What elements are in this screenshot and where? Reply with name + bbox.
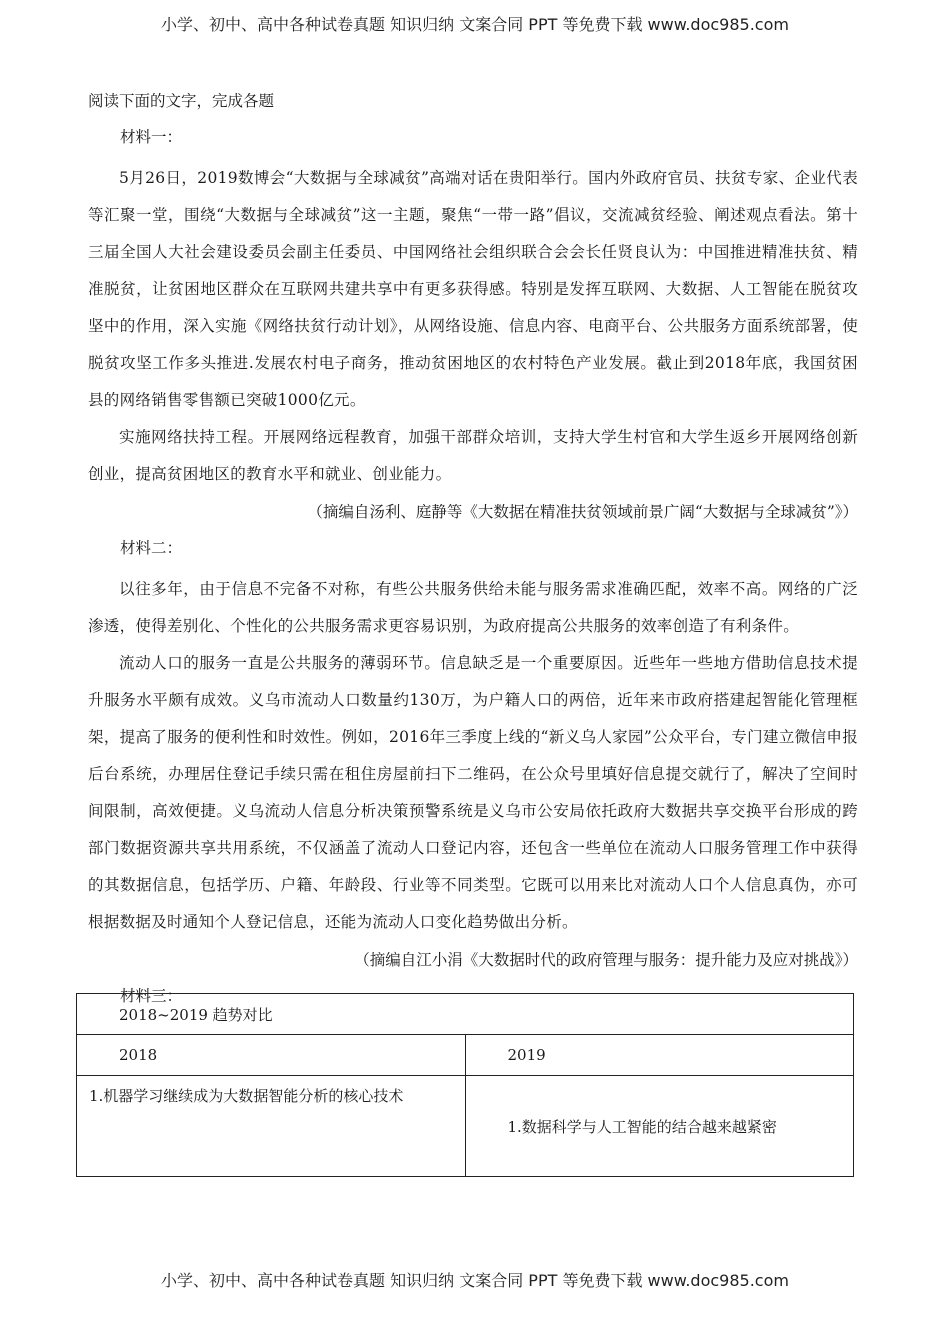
document-body	[88, 88, 858, 1019]
table-row	[77, 994, 854, 1035]
page-header: 小学、初中、高中各种试卷真题 知识归纳 文案合同 PPT 等免费下载 www.doc985.com	[161, 15, 789, 34]
material-2-label: 材料二：	[120, 539, 183, 557]
table-row	[77, 1076, 854, 1177]
material-3-label: 材料三：	[120, 987, 183, 1005]
column-header-2018: 2018	[77, 1035, 466, 1076]
page-footer: 小学、初中、高中各种试卷真题 知识归纳 文案合同 PPT 等免费下载 www.doc985.com	[161, 1271, 789, 1290]
column-header-2019: 2019	[465, 1035, 854, 1076]
cell-2019-item-1: 1.数据科学与人工智能的结合越来越紧密	[465, 1076, 854, 1177]
table-title-cell: 2018~2019 趋势对比	[77, 994, 854, 1035]
material-2-paragraph-1: 以往多年，由于信息不完备不对称，有些公共服务供给未能与服务需求准确匹配，效率不高。网络的广泛渗透，使得差别化、个性化的公共服务需求更容易识别，为政府提高公共服务的效率创造了有利条件。	[88, 580, 858, 635]
table-row	[77, 1035, 854, 1076]
material-1-paragraph-1: 5月26日，2019数博会“大数据与全球减贫”高端对话在贵阳举行。国内外政府官员、扶贫专家、企业代表等汇聚一堂，围绕“大数据与全球减贫”这一主题，聚焦“一带一路”倡议，交流减贫经验、阐述观点看法。第十三届全国人大社会建设委员会副主任委员、中国网络社会组织联合会会长任贤良认为：中国推进精准扶贫、精准脱贫，让贫困地区群众在互联网共建共享中有更多获得感。特别是发挥互联网、大数据、人工智能在脱贫攻坚中的作用，深入实施《网络扶贫行动计划》，从网络设施、信息内容、电商平台、公共服务方面系统部署，使脱贫攻坚工作多头推进.发展农村电子商务，推动贫困地区的农村特色产业发展。截止到2018年底，我国贫困县的网络销售零售额已突破1000亿元。	[88, 169, 858, 409]
material-2-source: （摘编自江小涓《大数据时代的政府管理与服务：提升能力及应对挑战》）	[354, 951, 858, 969]
question-intro: 阅读下面的文字，完成各题	[88, 92, 275, 110]
material-2-paragraph-2: 流动人口的服务一直是公共服务的薄弱环节。信息缺乏是一个重要原因。近些年一些地方借助信息技术提升服务水平颇有成效。义乌市流动人口数量约130万，为户籍人口的两倍，近年来市政府搭建起智能化管理框架，提高了服务的便利性和时效性。例如，2016年三季度上线的“新义乌人家园”公众平台，专门建立微信申报后台系统，办理居住登记手续只需在租住房屋前扫下二维码，在公众号里填好信息提交就行了，解决了空间时间限制，高效便捷。义乌流动人信息分析决策预警系统是义乌市公安局依托政府大数据共享交换平台形成的跨部门数据资源共享共用系统，不仅涵盖了流动人口登记内容，还包含一些单位在流动人口服务管理工作中获得的其数据信息，包括学历、户籍、年龄段、行业等不同类型。它既可以用来比对流动人口个人信息真伪，亦可根据数据及时通知个人登记信息，还能为流动人口变化趋势做出分析。	[88, 654, 858, 931]
material-1-source: （摘编自汤利、庭静等《大数据在精准扶贫领域前景广阔“大数据与全球减贫”》）	[307, 503, 858, 521]
cell-2018-item-1: 1.机器学习继续成为大数据智能分析的核心技术	[77, 1076, 466, 1177]
material-1-paragraph-2: 实施网络扶持工程。开展网络远程教育，加强干部群众培训，支持大学生村官和大学生返乡开展网络创新创业，提高贫困地区的教育水平和就业、创业能力。	[88, 428, 858, 483]
material-1-label: 材料一：	[120, 128, 183, 146]
trend-comparison-table	[76, 993, 854, 1177]
